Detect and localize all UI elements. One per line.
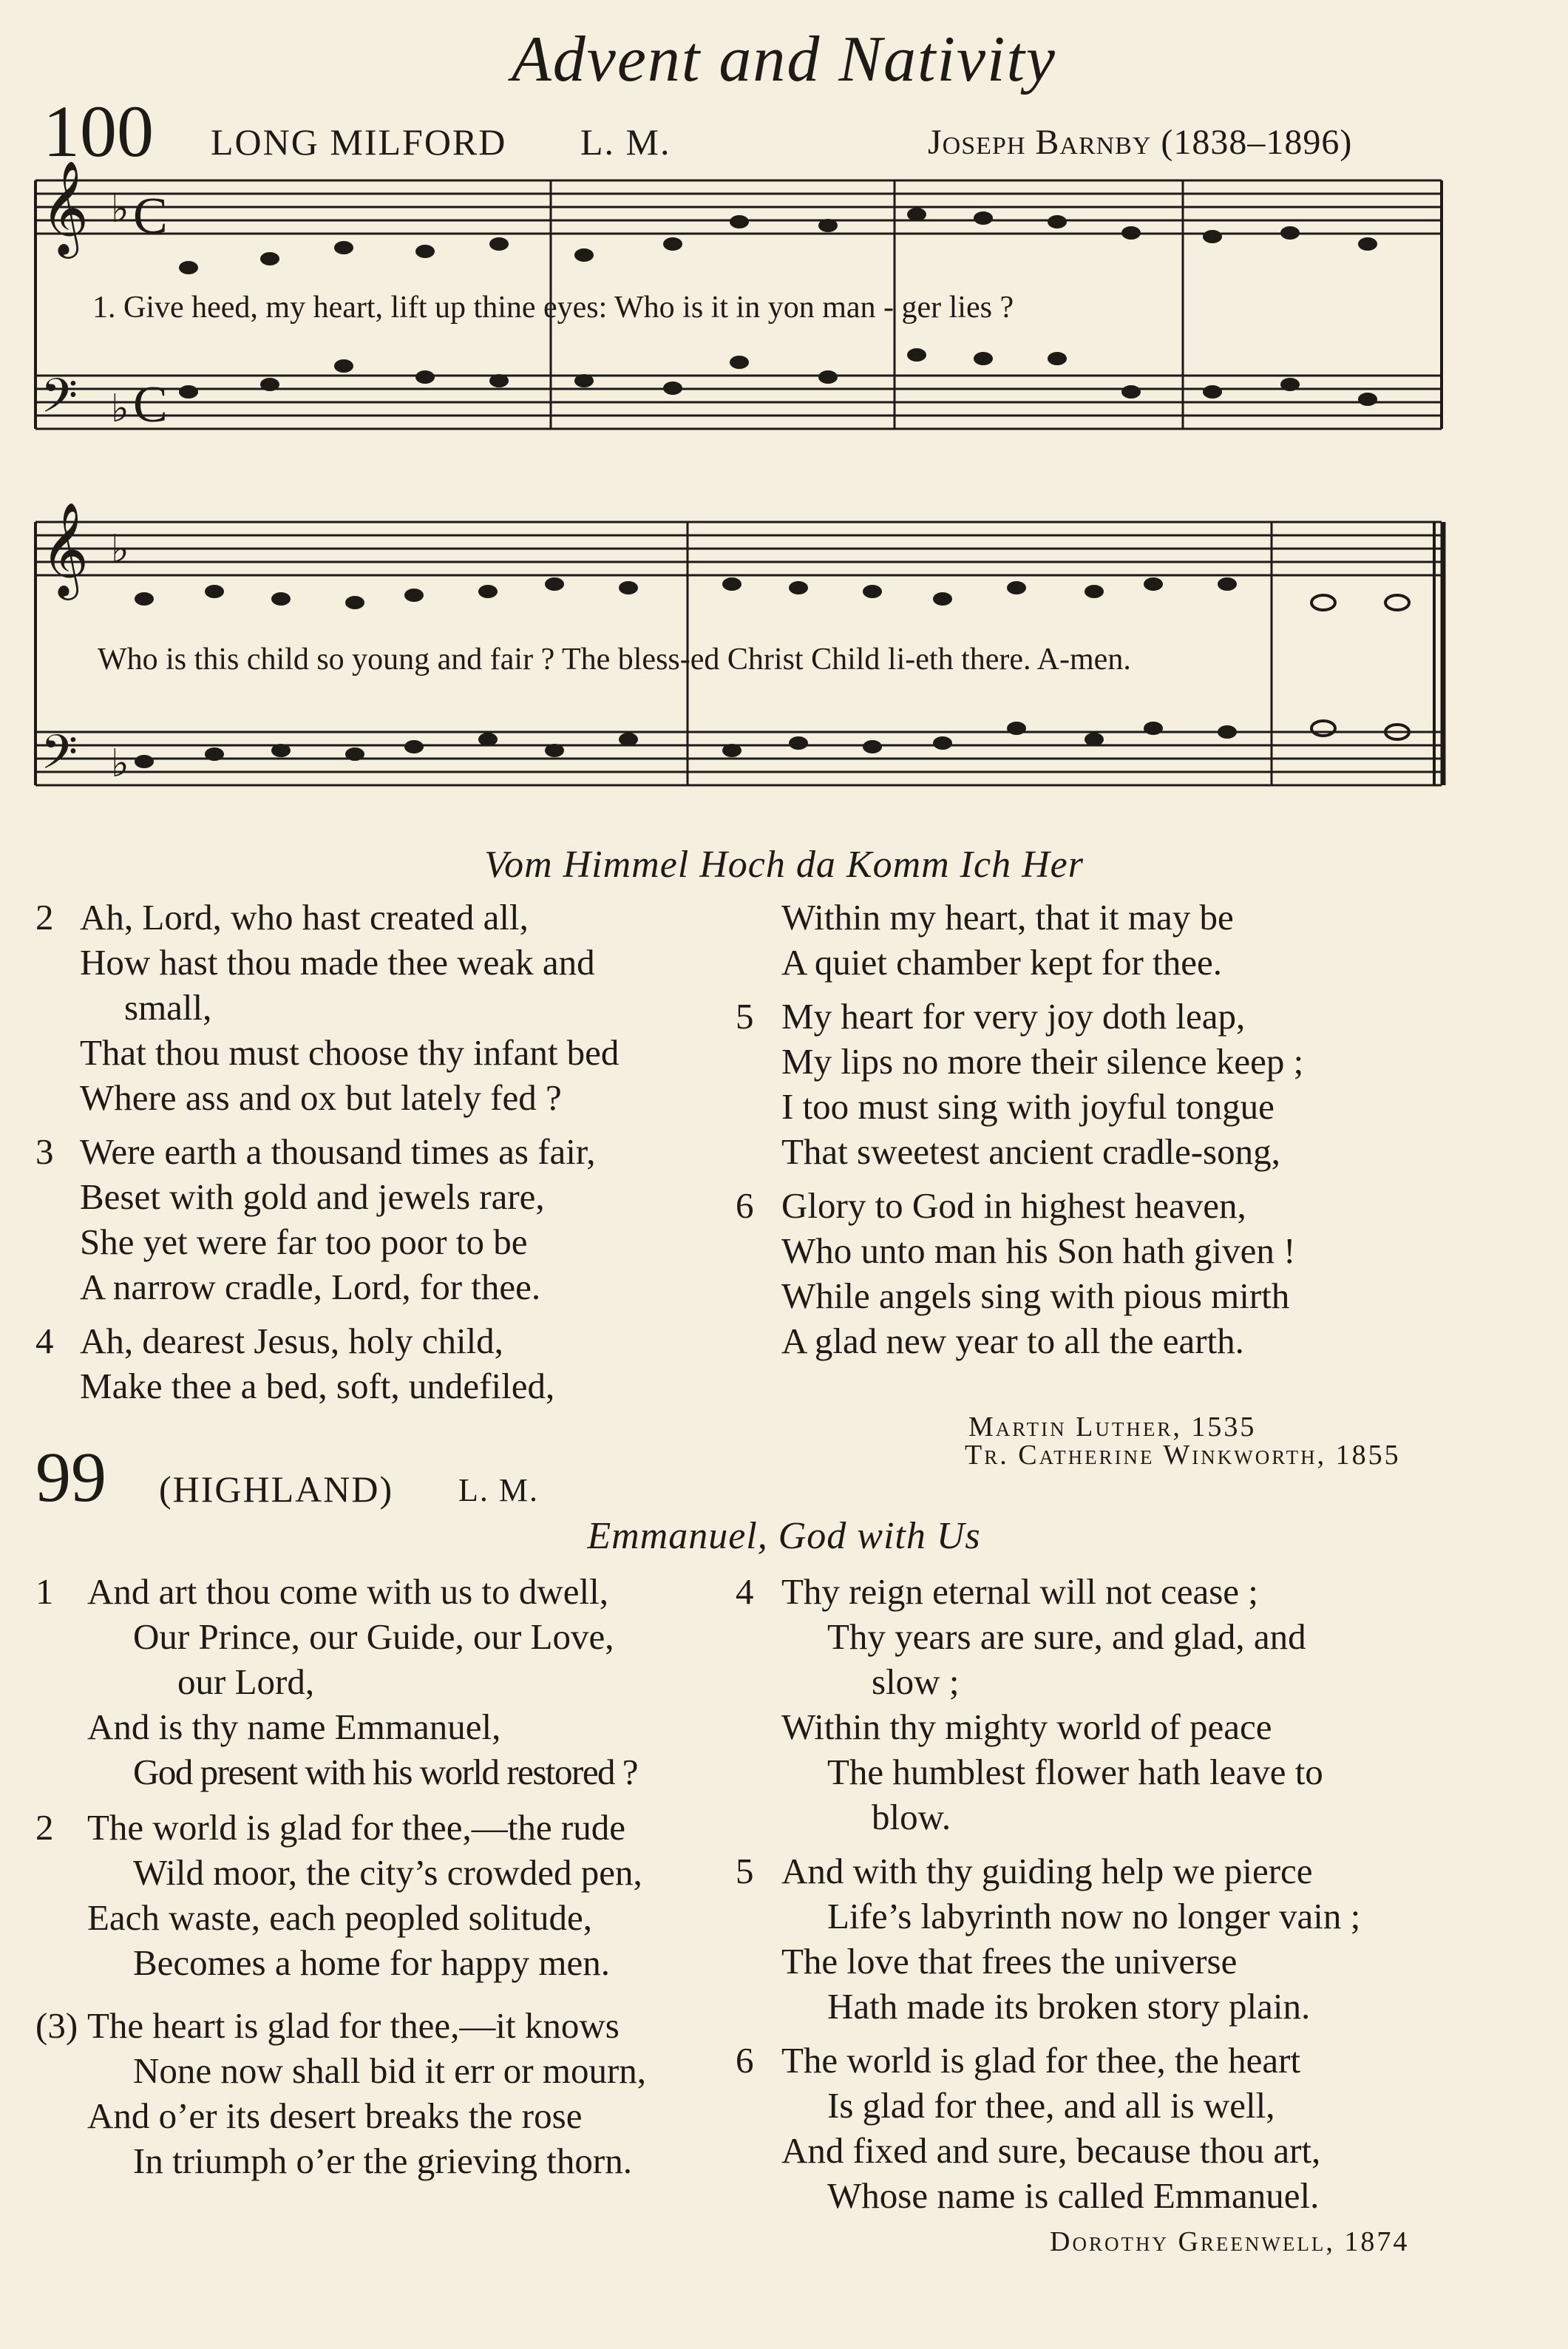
hymn-100-author-credit: Martin Luther, 1535 xyxy=(968,1411,1257,1443)
section-title: Advent and Nativity xyxy=(512,24,1056,95)
verse-line: Our Prince, our Guide, our Love, xyxy=(133,1616,614,1657)
verse-line: I too must sing with joyful tongue xyxy=(781,1086,1275,1127)
verse-line: While angels sing with pious mirth xyxy=(781,1275,1290,1316)
verse-2 xyxy=(35,1805,745,1985)
svg-text:𝄢: 𝄢 xyxy=(41,369,78,435)
verse-line: The humblest flower hath leave to xyxy=(827,1752,1323,1792)
verse-number: (3) xyxy=(35,2005,78,2046)
verse-line: Who unto man his Son hath given ! xyxy=(781,1230,1296,1271)
verse-line: Were earth a thousand times as fair, xyxy=(80,1131,596,1172)
verse-line: Glory to God in highest heaven, xyxy=(781,1185,1246,1226)
svg-text:♭: ♭ xyxy=(111,189,129,231)
verse-line: The world is glad for thee, the heart xyxy=(781,2040,1301,2081)
verse-number: 6 xyxy=(736,2040,754,2081)
hymn-99-meter: L. M. xyxy=(458,1472,539,1508)
verse-line: Hath made its broken story plain. xyxy=(827,1986,1311,2027)
hymn-100-translator-credit: Tr. Catherine Winkworth, 1855 xyxy=(965,1440,1401,1471)
verse-4 xyxy=(736,1569,1475,1840)
verse-line: None now shall bid it err or mourn, xyxy=(133,2050,647,2091)
verse-5 xyxy=(736,994,1475,1174)
hymn-100-meter: L. M. xyxy=(580,121,671,163)
verse-line: How hast thou made thee weak and xyxy=(80,942,595,983)
verse-line: Thy reign eternal will not cease ; xyxy=(781,1571,1258,1612)
verse-line: blow. xyxy=(872,1797,951,1837)
hymn-100-right-column xyxy=(736,895,1475,1363)
verse-line: Each waste, each peopled solitude, xyxy=(87,1897,593,1938)
verse-line: A glad new year to all the earth. xyxy=(781,1321,1244,1361)
verse-line: God present with his world restored ? xyxy=(133,1752,638,1792)
verse-line: Is glad for thee, and all is well, xyxy=(827,2085,1275,2126)
verse-line: Thy years are sure, and glad, and xyxy=(827,1616,1306,1657)
verse-line: She yet were far too poor to be xyxy=(80,1221,528,1262)
hymn-99-number: 99 xyxy=(35,1437,106,1516)
verse-number: 4 xyxy=(35,1321,54,1361)
verse-line: Where ass and ox but lately fed ? xyxy=(80,1077,562,1118)
verse-6 xyxy=(736,1183,1475,1363)
verse-line: A narrow cradle, Lord, for thee. xyxy=(80,1267,541,1307)
verse-line: That thou must choose thy infant bed xyxy=(80,1032,620,1073)
svg-text:♭: ♭ xyxy=(111,743,129,785)
verse-line: The world is glad for thee,—the rude xyxy=(87,1807,625,1848)
hymn-99-left-column xyxy=(35,1569,745,2183)
verse-line: A quiet chamber kept for thee. xyxy=(781,942,1222,983)
verse-number: 5 xyxy=(736,1851,754,1891)
verse-5 xyxy=(736,1848,1475,2029)
hymn-99-right-column xyxy=(736,1569,1475,2218)
hymn-99-tune: (HIGHLAND) xyxy=(159,1468,394,1510)
hymn-100-composer: Joseph Barnby (1838–1896) xyxy=(928,123,1353,162)
verse-line: Becomes a home for happy men. xyxy=(133,1942,610,1983)
verse-number: 2 xyxy=(35,1807,54,1848)
verse-line: Make thee a bed, soft, undefiled, xyxy=(80,1366,555,1406)
lyric-line-1: 1. Give heed, my heart, lift up thine eyes: Who is it in yon man - ger lies ? xyxy=(92,291,1014,325)
verse-line: Wild moor, the city’s crowded pen, xyxy=(133,1852,642,1893)
verse-line: Ah, dearest Jesus, holy child, xyxy=(80,1321,503,1361)
svg-text:C: C xyxy=(133,376,168,433)
staff-system1-bass xyxy=(35,376,1442,429)
svg-text:♭: ♭ xyxy=(111,529,129,571)
verse-line: And with thy guiding help we pierce xyxy=(781,1851,1313,1891)
svg-text:𝄞: 𝄞 xyxy=(41,160,89,254)
svg-text:♭: ♭ xyxy=(111,388,129,430)
svg-text:C: C xyxy=(133,188,168,245)
verse-6 xyxy=(736,2038,1475,2218)
verse-line: My heart for very joy doth leap, xyxy=(781,996,1246,1037)
verse-line: The heart is glad for thee,—it knows xyxy=(87,2005,620,2046)
verse-4-continued xyxy=(736,895,1475,985)
verse-number: 2 xyxy=(35,897,54,938)
verse-1 xyxy=(35,1569,745,1794)
svg-text:𝄢: 𝄢 xyxy=(41,725,78,792)
verse-line: Beset with gold and jewels rare, xyxy=(80,1176,545,1217)
verse-line: slow ; xyxy=(872,1661,960,1702)
verse-2 xyxy=(35,895,738,1120)
verse-3 xyxy=(35,1129,738,1309)
hymn-100-left-column xyxy=(35,895,738,1409)
verse-line: Life’s labyrinth now no longer vain ; xyxy=(827,1896,1361,1936)
verse-3 xyxy=(35,2003,745,2183)
verse-line: That sweetest ancient cradle-song, xyxy=(781,1131,1280,1172)
staff-system2-treble xyxy=(35,522,1442,575)
staff-system2-bass xyxy=(35,732,1442,785)
verse-4 xyxy=(35,1318,738,1409)
hymn-100-number: 100 xyxy=(43,90,154,172)
hymn-99-author-credit: Dorothy Greenwell, 1874 xyxy=(1050,2226,1410,2257)
verse-line: our Lord, xyxy=(177,1661,315,1702)
verse-line: My lips no more their silence keep ; xyxy=(781,1041,1304,1082)
verse-number: 1 xyxy=(35,1571,54,1612)
music-score xyxy=(0,0,1568,850)
verse-line: And art thou come with us to dwell, xyxy=(87,1571,608,1612)
verse-number: 6 xyxy=(736,1185,754,1226)
verse-line: Ah, Lord, who hast created all, xyxy=(80,897,529,938)
verse-line: The love that frees the universe xyxy=(781,1941,1238,1982)
verse-number: 4 xyxy=(736,1571,754,1612)
verse-number: 5 xyxy=(736,996,754,1037)
verse-line: Within my heart, that it may be xyxy=(781,897,1234,938)
svg-text:𝄞: 𝄞 xyxy=(41,501,89,596)
verse-line: small, xyxy=(124,987,212,1028)
verse-number: 3 xyxy=(35,1131,54,1172)
lyric-line-2: Who is this child so young and fair ? The bless-ed Christ Child li-eth there. A-men. xyxy=(98,643,1131,677)
hymn-100-title: Vom Himmel Hoch da Komm Ich Her xyxy=(484,844,1084,886)
hymn-100-tune: LONG MILFORD xyxy=(211,121,507,163)
verse-line: And fixed and sure, because thou art, xyxy=(781,2130,1321,2171)
hymn-99-title: Emmanuel, God with Us xyxy=(587,1515,981,1557)
verse-line: Within thy mighty world of peace xyxy=(781,1706,1272,1747)
verse-line: In triumph o’er the grieving thorn. xyxy=(133,2140,632,2181)
verse-line: And is thy name Emmanuel, xyxy=(87,1706,501,1747)
verse-line: Whose name is called Emmanuel. xyxy=(827,2175,1320,2216)
verse-line: And o’er its desert breaks the rose xyxy=(87,2095,583,2136)
